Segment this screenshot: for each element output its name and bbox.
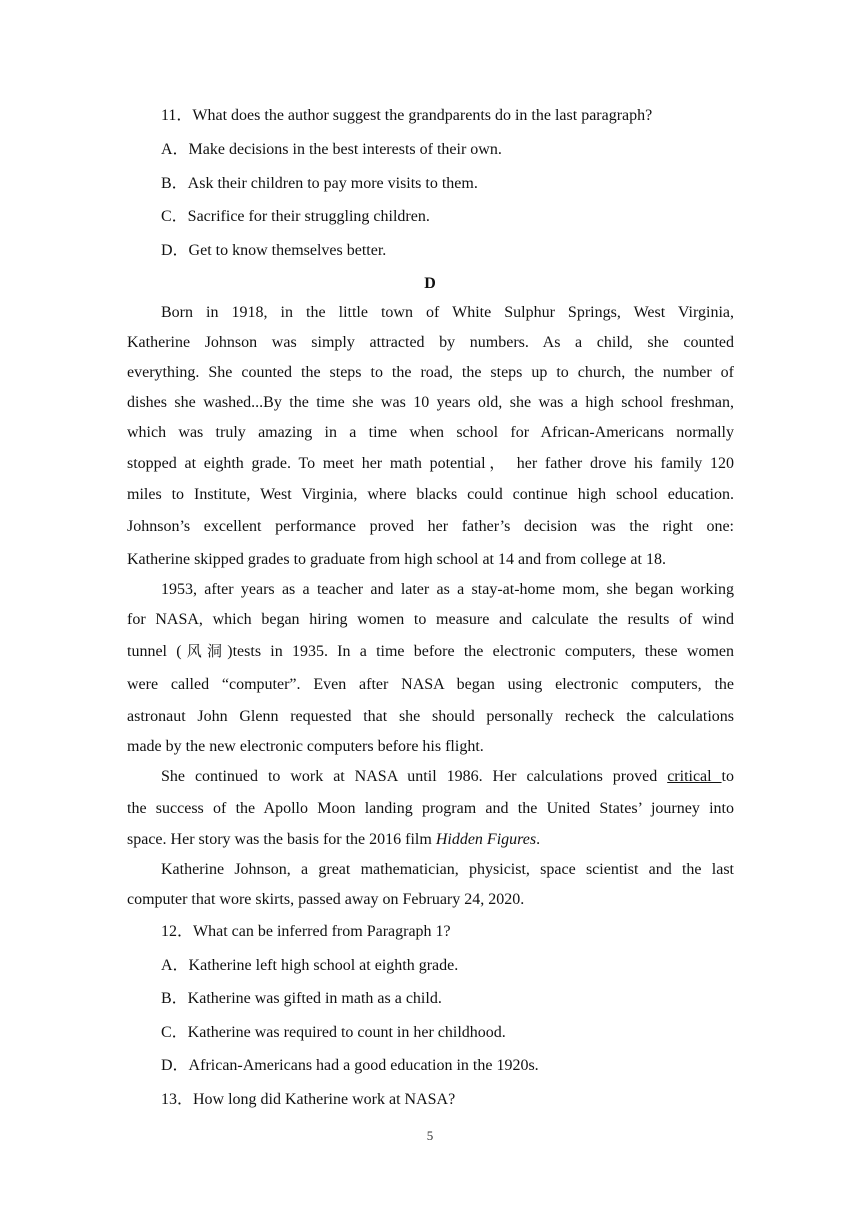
q12-option-a: A．Katherine left high school at eighth grade. xyxy=(161,957,459,974)
p2-line-3 xyxy=(127,640,734,663)
p2-tunnel-after: )tests in 1935. In a time before the electronic computers, these women xyxy=(227,643,734,660)
p2-line-1: 1953, after years as a teacher and later as a stay-at-home mom, she began working xyxy=(161,581,734,598)
p3-line-3 xyxy=(127,829,734,851)
p3-line-2: the success of the Apollo Moon landing program and the United States’ journey into xyxy=(127,800,734,817)
p1-line-3: everything. She counted the steps to the road, the steps up to church, the number of xyxy=(127,364,734,381)
p3-line-3-before: space. Her story was the basis for the 2016 film xyxy=(127,831,436,848)
q12-option-d: D．African-Americans had a good education in the 1920s. xyxy=(161,1057,539,1074)
critical-blank: critical xyxy=(667,768,722,785)
p3-line-1-after: to xyxy=(721,768,734,785)
p2-line-4: were called “computer”. Even after NASA began using electronic computers, the xyxy=(127,676,734,693)
p3-line-3-after: . xyxy=(536,831,541,848)
q11-option-c: C．Sacrifice for their struggling children. xyxy=(161,208,430,225)
p1-line-9: Katherine skipped grades to graduate from high school at 14 and from college at 18. xyxy=(127,551,666,568)
p2-tunnel-cjk: 风洞 xyxy=(181,642,228,660)
p3-line-1 xyxy=(161,766,734,788)
question-13: 13．How long did Katherine work at NASA? xyxy=(161,1091,456,1108)
p3-line-1-before: She continued to work at NASA until 1986. Her calculations proved xyxy=(161,768,668,785)
p2-line-2: for NASA, which began hiring women to measure and calculate the results of wind xyxy=(127,611,734,628)
p1-line-5: which was truly amazing in a time when school for African-Americans normally xyxy=(127,424,734,441)
film-title: Hidden Figures xyxy=(435,831,537,848)
p2-line-5: astronaut John Glenn requested that she should personally recheck the calculations xyxy=(127,708,734,725)
p1-line-2: Katherine Johnson was simply attracted by numbers. As a child, she counted xyxy=(127,334,734,351)
p1-line-6: stopped at eighth grade. To meet her math potential， her father drove his family 120 xyxy=(127,455,734,472)
section-title: D xyxy=(424,275,436,292)
p4-line-1: Katherine Johnson, a great mathematician, physicist, space scientist and the last xyxy=(161,861,734,878)
q11-option-b: B．Ask their children to pay more visits to them. xyxy=(161,175,478,192)
q12-option-b: B．Katherine was gifted in math as a child. xyxy=(161,990,442,1007)
p2-tunnel-before: tunnel ( xyxy=(127,643,182,660)
p1-line-8: Johnson’s excellent performance proved her father’s decision was the right one: xyxy=(127,518,734,535)
p4-line-2: computer that wore skirts, passed away on February 24, 2020. xyxy=(127,891,525,908)
q11-option-a: A．Make decisions in the best interests of their own. xyxy=(161,141,502,158)
q12-option-c: C．Katherine was required to count in her childhood. xyxy=(161,1024,506,1041)
p1-line-4: dishes she washed...By the time she was 10 years old, she was a high school freshman, xyxy=(127,394,734,411)
question-11: 11．What does the author suggest the grandparents do in the last paragraph? xyxy=(161,107,653,124)
p1-line-7: miles to Institute, West Virginia, where blacks could continue high school education. xyxy=(127,486,734,503)
p2-line-6: made by the new electronic computers before his flight. xyxy=(127,738,484,755)
q11-option-d: D．Get to know themselves better. xyxy=(161,242,387,259)
p1-line-1: Born in 1918, in the little town of White Sulphur Springs, West Virginia, xyxy=(161,304,734,321)
question-12: 12．What can be inferred from Paragraph 1? xyxy=(161,923,451,940)
page-number: 5 xyxy=(426,1128,434,1143)
